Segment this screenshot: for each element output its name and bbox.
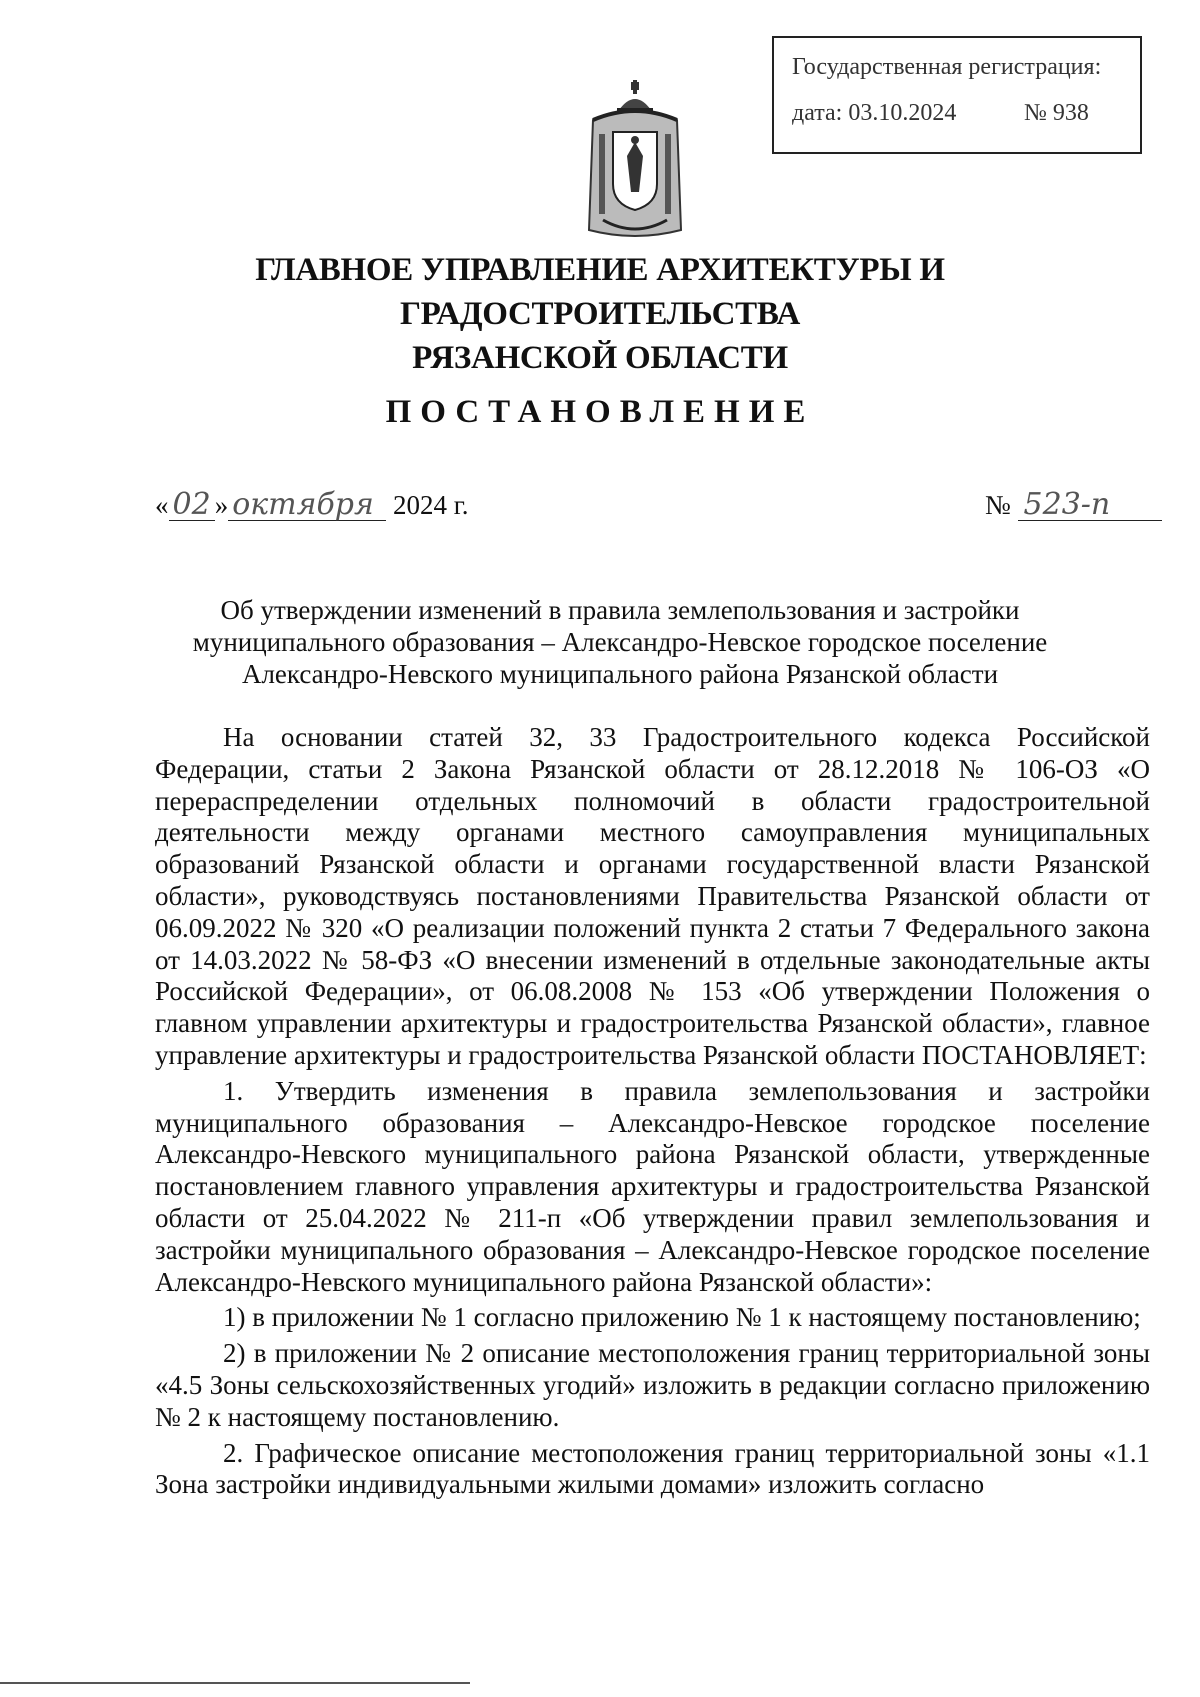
organization-line-1: ГЛАВНОЕ УПРАВЛЕНИЕ АРХИТЕКТУРЫ И ГРАДОСТРОИТЕЛЬСТВА xyxy=(255,252,945,332)
document-type: ПОСТАНОВЛЕНИЕ xyxy=(385,394,815,430)
number-value-handwritten: 523-п xyxy=(1018,490,1162,521)
subject-line-3: Александро-Невского муниципального района Рязанской области xyxy=(241,659,999,689)
preamble-paragraph: На основании статей 32, 33 Градостроительного кодекса Российской Федерации, статьи 2 Закона Рязанской области от 28.12.2018 № 106-ОЗ «О перераспределении отдельных полномочий в области градостроительной деятельности между органами местного самоуправления муниципальных образований Рязанской области и органами государственной власти Рязанской области», руководствуясь постановлениями Правительства Рязанской области от 06.09.2022 № 320 «О реализации положений пункта 2 статьи 7 Федерального закона от 14.03.2022 № 58-ФЗ «О внесении изменений в отдельные законодательные акты Российской Федерации», от 06.08.2008 № 153 «Об утверждении Положения о главном управлении архитектуры и градостроительства Рязанской области», главное управление архитектуры и градостроительства Рязанской области ПОСТАНОВЛЯЕТ: xyxy=(155,722,1150,1070)
document-body xyxy=(155,722,1150,1501)
organization-line-2: РЯЗАНСКОЙ ОБЛАСТИ xyxy=(412,340,788,376)
document-subject xyxy=(150,594,1090,690)
subject-line-1: Об утверждении изменений в правила землепользования и застройки xyxy=(220,595,1020,625)
item-1-1-paragraph: 1) в приложении № 1 согласно приложению № 1 к настоящему постановлению; xyxy=(223,1302,1141,1333)
registration-title: Государственная регистрация: xyxy=(792,54,1102,80)
item-1-paragraph: 1. Утвердить изменения в правила землепользования и застройки муниципального образования – Александро-Невское городское поселение Александро-Невского муниципального района Рязанской области, утвержденные постановлением главного управления архитектуры и градостроительства Рязанской области от 25.04.2022 № 211-п «Об утверждении правил землепользования и застройки муниципального образования – Александро-Невское городское поселение Александро-Невского муниципального района Рязанской области»: xyxy=(155,1075,1150,1297)
registration-date: дата: 03.10.2024 xyxy=(792,100,957,126)
date-open-quote: « xyxy=(155,490,169,520)
subject-line-2: муниципального образования – Александро-Невское городское поселение xyxy=(192,627,1048,657)
document-date xyxy=(155,487,469,522)
date-year: 2024 г. xyxy=(392,490,469,520)
ryazan-coat-of-arms-icon xyxy=(583,80,687,246)
document-number xyxy=(985,487,1162,522)
date-close-quote: » xyxy=(214,490,229,520)
scan-edge-line xyxy=(0,1682,470,1684)
date-day-handwritten: 02 xyxy=(169,490,215,521)
item-2-paragraph: 2. Графическое описание местоположения границ территориальной зоны «1.1 Зона застройки индивидуальными жилыми домами» изложить согласно xyxy=(155,1437,1150,1500)
registration-number: № 938 xyxy=(1024,100,1089,126)
item-1-2-paragraph: 2) в приложении № 2 описание местоположения границ территориальной зоны «4.5 Зоны сельскохозяйственных угодий» изложить в редакции согласно приложению № 2 к настоящему постановлению. xyxy=(155,1338,1150,1432)
date-month-handwritten: октября xyxy=(228,490,386,521)
number-prefix: № xyxy=(985,490,1011,520)
registration-stamp xyxy=(772,36,1142,154)
organization-name xyxy=(100,248,1100,380)
